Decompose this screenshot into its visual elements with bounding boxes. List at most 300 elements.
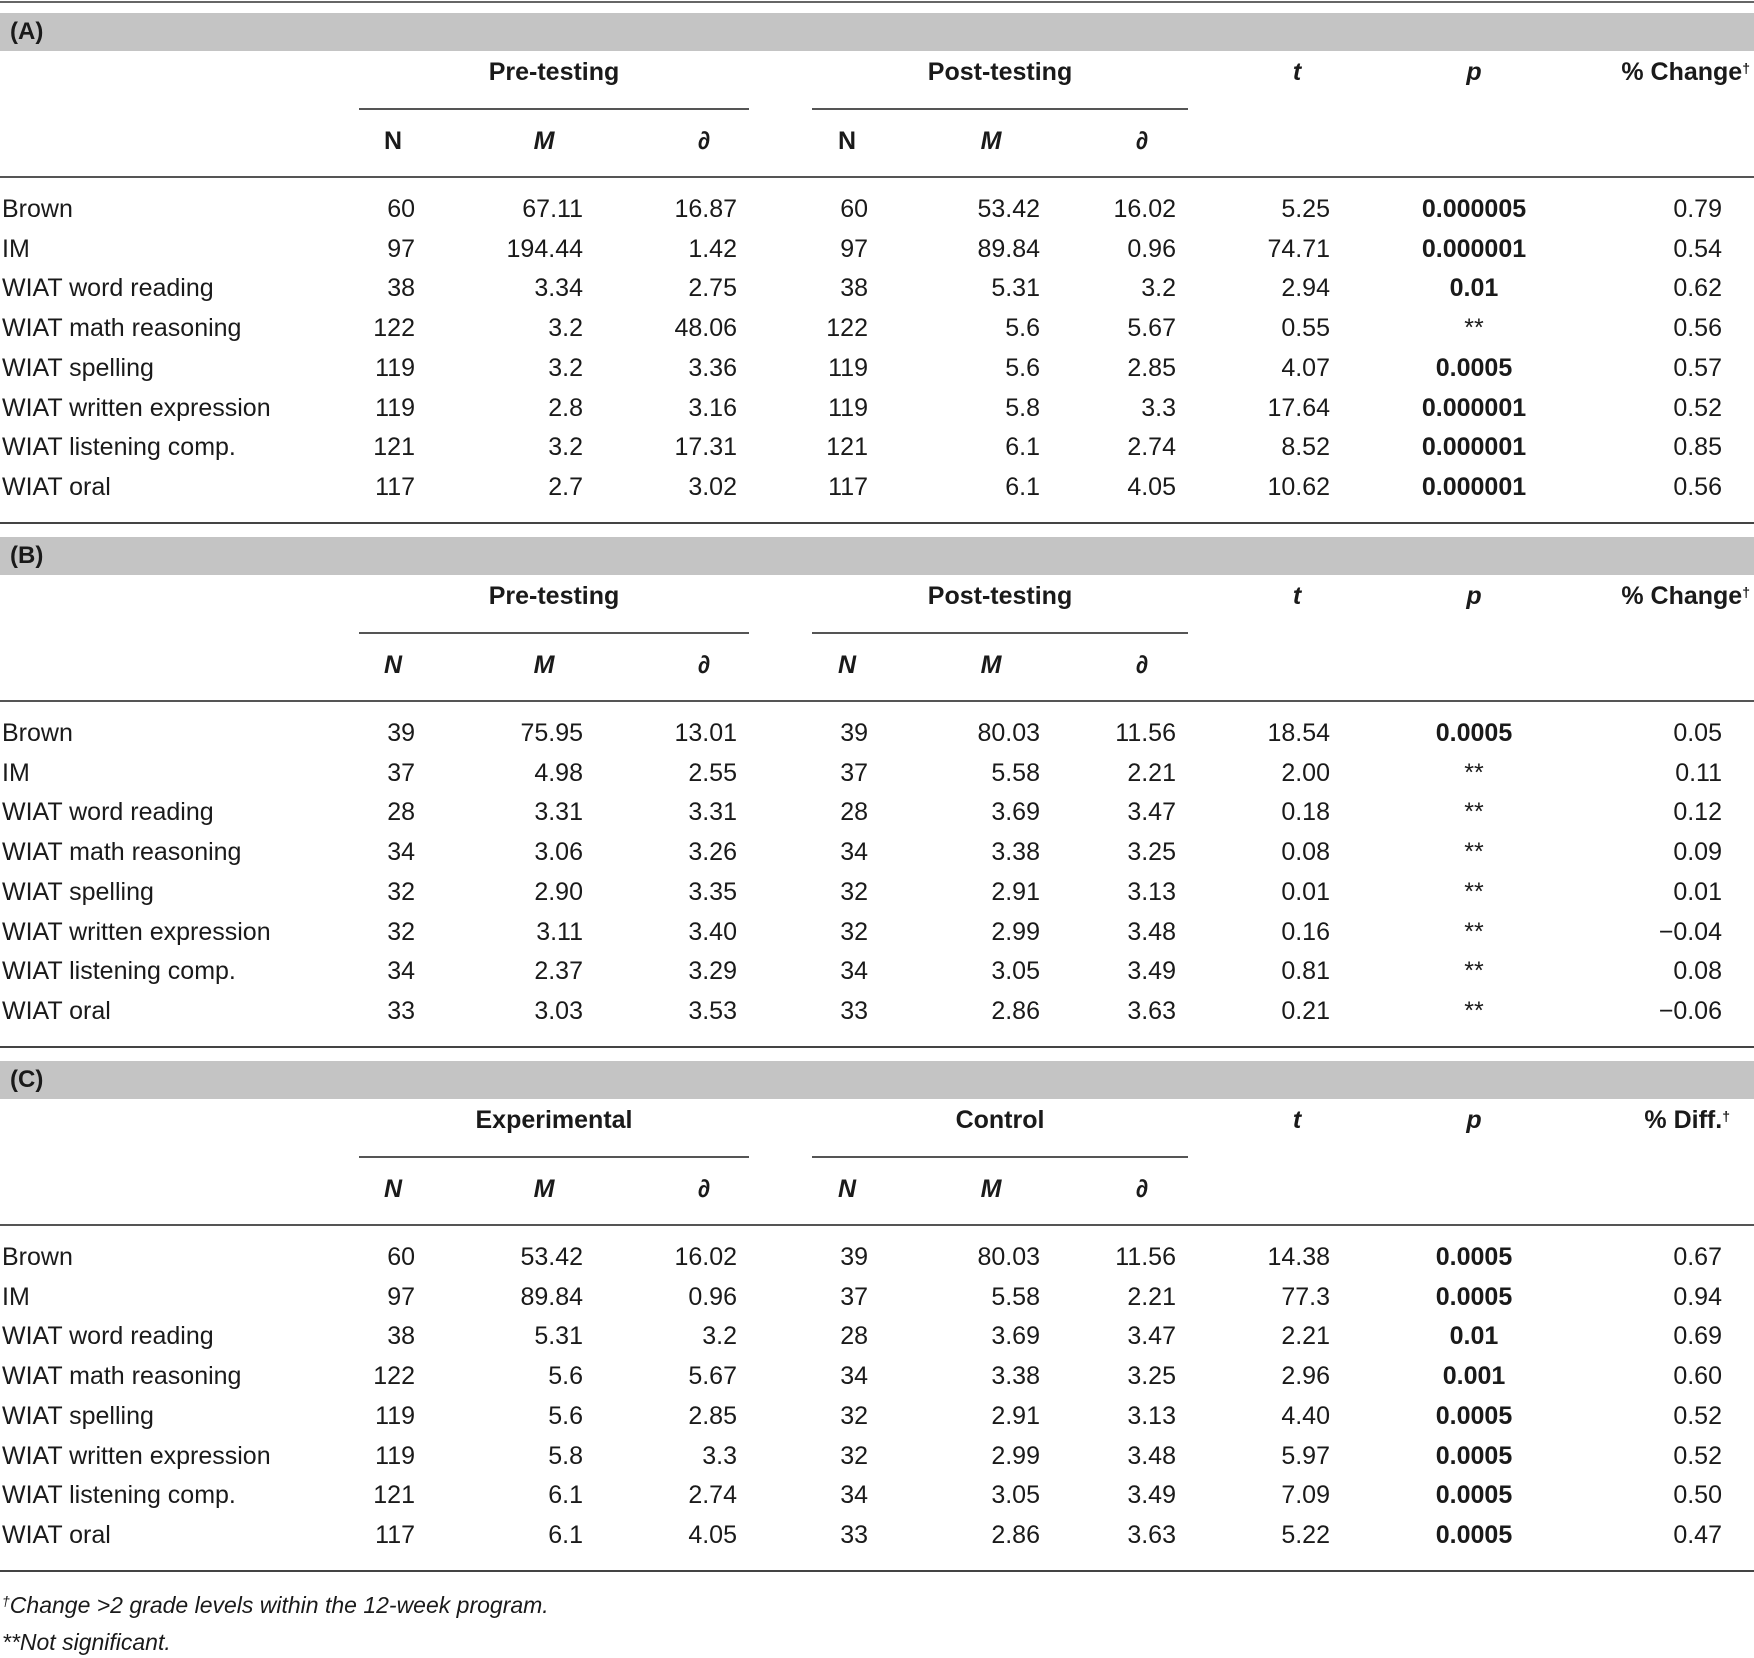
cell-d2: 0.96 — [1127, 234, 1176, 263]
cell-n2: 28 — [840, 1322, 868, 1351]
cell-n2: 121 — [826, 433, 868, 462]
cell-p: 0.001 — [1442, 1362, 1506, 1391]
cell-pc: 0.05 — [1673, 719, 1722, 747]
cell-m2: 2.86 — [991, 996, 1040, 1025]
cell-pc: 0.11 — [1675, 758, 1722, 787]
cell-p: 0.000001 — [1421, 472, 1527, 501]
cell-pc: 0.69 — [1673, 1322, 1722, 1351]
cell-p: 0.0005 — [1435, 1282, 1513, 1311]
cell-d2: 2.21 — [1127, 1282, 1176, 1311]
table-row — [0, 229, 1754, 269]
cell-n2: 28 — [840, 798, 868, 827]
footnote-dagger-text: Change >2 grade levels within the 12-week program. — [9, 1592, 549, 1618]
group-header-2: Post-testing — [927, 582, 1073, 610]
subheader-n-1: N — [383, 127, 403, 155]
table-row — [0, 872, 1754, 912]
cell-d1: 16.87 — [674, 195, 737, 223]
cell-d2: 2.74 — [1127, 433, 1176, 462]
cell-m2: 80.03 — [977, 1243, 1040, 1271]
cell-m2: 5.31 — [991, 274, 1040, 303]
cell-n1: 33 — [387, 996, 415, 1025]
cell-pc: 0.57 — [1673, 353, 1722, 382]
cell-t: 0.21 — [1281, 996, 1330, 1025]
cell-n1: 32 — [387, 917, 415, 946]
cell-t: 0.55 — [1281, 314, 1330, 343]
cell-n1: 121 — [373, 1481, 415, 1510]
cell-d1: 3.16 — [688, 393, 737, 422]
subheader-sd-1: ∂ — [697, 127, 711, 155]
subheader-n-1: N — [383, 651, 403, 679]
dagger-mark: † — [1742, 60, 1750, 76]
row-label: WIAT spelling — [2, 1401, 154, 1430]
cell-t: 0.08 — [1281, 838, 1330, 867]
cell-m1: 5.6 — [548, 1362, 583, 1391]
cell-d1: 16.02 — [674, 1243, 737, 1271]
cell-d2: 3.3 — [1141, 393, 1176, 422]
cell-m2: 2.91 — [991, 1401, 1040, 1430]
subheader-m-1: M — [533, 651, 555, 679]
row-label: WIAT math reasoning — [2, 838, 242, 867]
row-label: Brown — [2, 195, 73, 223]
cell-m1: 5.6 — [548, 1401, 583, 1430]
cell-n1: 38 — [387, 274, 415, 303]
row-label: WIAT spelling — [2, 353, 154, 382]
cell-p: 0.000001 — [1421, 234, 1527, 263]
table-row — [0, 388, 1754, 428]
cell-n2: 119 — [828, 393, 868, 422]
row-label: IM — [2, 234, 30, 263]
cell-m1: 3.06 — [534, 838, 583, 867]
row-label: IM — [2, 1282, 30, 1311]
cell-p: 0.000001 — [1421, 393, 1527, 422]
cell-t: 2.21 — [1281, 1322, 1330, 1351]
subheader-m-2: M — [980, 651, 1002, 679]
cell-p: ** — [1464, 758, 1484, 787]
cell-t: 2.00 — [1281, 758, 1330, 787]
header-rule — [0, 1224, 1754, 1226]
cell-n2: 34 — [840, 957, 868, 986]
row-label: WIAT word reading — [2, 1322, 214, 1351]
cell-t: 0.16 — [1281, 917, 1330, 946]
cell-d1: 3.3 — [702, 1441, 737, 1470]
cell-t: 5.25 — [1281, 195, 1330, 223]
cell-p: ** — [1464, 957, 1484, 986]
cell-t: 2.94 — [1281, 274, 1330, 303]
cell-pc: 0.67 — [1673, 1243, 1722, 1271]
table-row — [0, 912, 1754, 952]
cell-m1: 3.2 — [548, 314, 583, 343]
cell-m1: 3.11 — [536, 917, 583, 946]
cell-n1: 119 — [375, 1401, 415, 1430]
p-header: p — [1466, 58, 1482, 86]
panel-label: (B) — [10, 542, 44, 569]
table-section-b — [0, 537, 1754, 1057]
cell-m2: 2.99 — [991, 1441, 1040, 1470]
cell-m1: 67.11 — [522, 195, 583, 223]
subheader-n-1: N — [383, 1175, 403, 1203]
cell-n1: 60 — [387, 1243, 415, 1271]
table-row — [0, 427, 1754, 467]
t-header: t — [1292, 1106, 1302, 1134]
panel-bar — [0, 1061, 1754, 1099]
subheader-n-2: N — [837, 127, 857, 155]
cell-t: 14.38 — [1267, 1243, 1330, 1271]
panel-label: (C) — [10, 1066, 44, 1093]
row-label: WIAT math reasoning — [2, 314, 242, 343]
cell-n1: 39 — [387, 719, 415, 747]
cell-pc: 0.94 — [1673, 1282, 1722, 1311]
row-label: WIAT listening comp. — [2, 957, 236, 986]
section-bottom-rule — [0, 1570, 1754, 1572]
header-rule — [0, 176, 1754, 178]
p-header: p — [1466, 582, 1482, 610]
cell-pc: 0.56 — [1673, 314, 1722, 343]
cell-n2: 119 — [828, 353, 868, 382]
table-row — [0, 1515, 1754, 1555]
cell-m1: 89.84 — [520, 1282, 583, 1311]
subheader-m-2: M — [980, 127, 1002, 155]
row-label: WIAT spelling — [2, 877, 154, 906]
cell-m2: 3.69 — [991, 798, 1040, 827]
cell-m1: 2.37 — [534, 957, 583, 986]
cell-pc: 0.56 — [1673, 472, 1722, 501]
cell-p: 0.0005 — [1435, 719, 1513, 747]
cell-d2: 11.56 — [1115, 719, 1176, 747]
p-header: p — [1466, 1106, 1482, 1134]
cell-m2: 2.91 — [991, 877, 1040, 906]
cell-n2: 32 — [840, 917, 868, 946]
cell-t: 8.52 — [1281, 433, 1330, 462]
cell-m2: 6.1 — [1005, 472, 1040, 501]
cell-d2: 2.21 — [1127, 758, 1176, 787]
cell-p: 0.000001 — [1421, 433, 1527, 462]
cell-n1: 34 — [387, 957, 415, 986]
cell-n2: 32 — [840, 1441, 868, 1470]
cell-pc: 0.50 — [1673, 1481, 1722, 1510]
table-row — [0, 308, 1754, 348]
cell-n1: 117 — [375, 1520, 415, 1549]
cell-n1: 37 — [387, 758, 415, 787]
cell-p: 0.0005 — [1435, 1481, 1513, 1510]
cell-n1: 119 — [375, 353, 415, 382]
row-label: WIAT written expression — [2, 393, 271, 422]
cell-m2: 6.1 — [1005, 433, 1040, 462]
cell-m2: 5.6 — [1005, 314, 1040, 343]
cell-pc: 0.85 — [1673, 433, 1722, 462]
table-row — [0, 991, 1754, 1031]
row-label: WIAT math reasoning — [2, 1362, 242, 1391]
cell-d1: 3.53 — [688, 996, 737, 1025]
cell-d1: 3.31 — [688, 798, 737, 827]
cell-n2: 32 — [840, 877, 868, 906]
cell-m1: 5.8 — [548, 1441, 583, 1470]
table-row — [0, 1475, 1754, 1515]
cell-p: ** — [1464, 877, 1484, 906]
row-label: WIAT oral — [2, 1520, 111, 1549]
cell-p: ** — [1464, 917, 1484, 946]
subheader-sd-2: ∂ — [1135, 1175, 1149, 1203]
cell-d1: 4.05 — [688, 1520, 737, 1549]
cell-n2: 117 — [828, 472, 868, 501]
group-underline-2 — [812, 632, 1188, 634]
row-label: WIAT oral — [2, 996, 111, 1025]
table-row — [0, 713, 1754, 753]
cell-m2: 2.99 — [991, 917, 1040, 946]
cell-p: ** — [1464, 838, 1484, 867]
cell-n2: 39 — [840, 1243, 868, 1271]
cell-pc: 0.12 — [1673, 798, 1722, 827]
table-row — [0, 467, 1754, 507]
cell-n1: 122 — [373, 314, 415, 343]
cell-m1: 6.1 — [548, 1520, 583, 1549]
cell-t: 0.18 — [1281, 798, 1330, 827]
group-underline-1 — [359, 108, 749, 110]
cell-m1: 53.42 — [520, 1243, 583, 1271]
cell-n1: 60 — [387, 195, 415, 223]
table-section-a — [0, 13, 1754, 533]
cell-d1: 2.75 — [688, 274, 737, 303]
row-label: WIAT listening comp. — [2, 1481, 236, 1510]
table-row — [0, 1436, 1754, 1476]
cell-d2: 3.48 — [1127, 1441, 1176, 1470]
cell-m1: 194.44 — [506, 234, 583, 263]
cell-t: 5.97 — [1281, 1441, 1330, 1470]
t-header: t — [1292, 58, 1302, 86]
cell-n1: 97 — [387, 1282, 415, 1311]
cell-d1: 3.35 — [688, 877, 737, 906]
group-underline-1 — [359, 632, 749, 634]
panel-bar — [0, 13, 1754, 51]
cell-t: 74.71 — [1267, 234, 1330, 263]
cell-m2: 3.05 — [991, 957, 1040, 986]
cell-n1: 38 — [387, 1322, 415, 1351]
cell-d2: 5.67 — [1127, 314, 1176, 343]
cell-m2: 80.03 — [977, 719, 1040, 747]
cell-m2: 5.6 — [1005, 353, 1040, 382]
cell-m2: 2.86 — [991, 1520, 1040, 1549]
table-row — [0, 1237, 1754, 1277]
cell-d1: 0.96 — [688, 1282, 737, 1311]
cell-m1: 75.95 — [520, 719, 583, 747]
cell-m1: 4.98 — [534, 758, 583, 787]
change-header — [1520, 1105, 1730, 1135]
row-label: WIAT listening comp. — [2, 433, 236, 462]
cell-d2: 3.2 — [1141, 274, 1176, 303]
cell-n2: 34 — [840, 1481, 868, 1510]
subheader-sd-1: ∂ — [697, 1175, 711, 1203]
cell-n2: 33 — [840, 1520, 868, 1549]
cell-m1: 2.7 — [548, 472, 583, 501]
cell-pc: 0.52 — [1673, 1441, 1722, 1470]
cell-d2: 2.85 — [1127, 353, 1176, 382]
cell-d2: 3.48 — [1127, 917, 1176, 946]
cell-p: 0.0005 — [1435, 1520, 1513, 1549]
change-header — [1540, 581, 1750, 611]
cell-pc: 0.52 — [1673, 393, 1722, 422]
cell-n1: 122 — [373, 1362, 415, 1391]
panel-label: (A) — [10, 18, 44, 45]
row-label: WIAT oral — [2, 472, 111, 501]
cell-d1: 3.2 — [702, 1322, 737, 1351]
cell-n1: 119 — [375, 1441, 415, 1470]
cell-n1: 28 — [387, 798, 415, 827]
cell-m1: 5.31 — [534, 1322, 583, 1351]
change-header — [1540, 57, 1750, 87]
footnote-not-significant: **Not significant. — [2, 1629, 171, 1655]
group-underline-1 — [359, 1156, 749, 1158]
cell-d2: 3.13 — [1127, 877, 1176, 906]
group-header-1: Experimental — [475, 1106, 633, 1134]
row-label: WIAT word reading — [2, 274, 214, 303]
cell-d1: 1.42 — [688, 234, 737, 263]
cell-n2: 122 — [826, 314, 868, 343]
group-underline-2 — [812, 1156, 1188, 1158]
cell-m2: 3.38 — [991, 838, 1040, 867]
cell-n1: 119 — [375, 393, 415, 422]
cell-pc: 0.01 — [1673, 877, 1722, 906]
cell-pc: 0.54 — [1673, 234, 1722, 263]
cell-d1: 3.26 — [688, 838, 737, 867]
cell-n2: 60 — [840, 195, 868, 223]
cell-n2: 32 — [840, 1401, 868, 1430]
cell-t: 7.09 — [1281, 1481, 1330, 1510]
cell-t: 4.07 — [1281, 353, 1330, 382]
cell-n1: 117 — [375, 472, 415, 501]
panel-bar — [0, 537, 1754, 575]
cell-t: 0.01 — [1281, 877, 1330, 906]
table-row — [0, 1277, 1754, 1317]
dagger-mark: † — [1722, 1108, 1730, 1124]
subheader-n-2: N — [837, 651, 857, 679]
table-row — [0, 1356, 1754, 1396]
cell-d2: 3.25 — [1127, 838, 1176, 867]
cell-d2: 3.47 — [1127, 798, 1176, 827]
group-header-2: Control — [955, 1106, 1045, 1134]
cell-m2: 3.69 — [991, 1322, 1040, 1351]
footnote-dagger — [2, 1590, 549, 1620]
cell-d1: 2.85 — [688, 1401, 737, 1430]
cell-d2: 3.49 — [1127, 957, 1176, 986]
cell-d2: 3.63 — [1127, 1520, 1176, 1549]
cell-m1: 3.03 — [534, 996, 583, 1025]
header-rule — [0, 700, 1754, 702]
cell-t: 10.62 — [1267, 472, 1330, 501]
cell-n2: 33 — [840, 996, 868, 1025]
cell-d1: 17.31 — [674, 433, 737, 462]
cell-pc: 0.47 — [1673, 1520, 1722, 1549]
table-row — [0, 792, 1754, 832]
cell-pc: 0.79 — [1673, 195, 1722, 223]
row-label: IM — [2, 758, 30, 787]
table-row — [0, 1396, 1754, 1436]
cell-m1: 3.2 — [548, 433, 583, 462]
cell-p: 0.0005 — [1435, 1243, 1513, 1271]
subheader-m-1: M — [533, 127, 555, 155]
cell-n2: 34 — [840, 838, 868, 867]
cell-d2: 3.13 — [1127, 1401, 1176, 1430]
cell-d1: 2.74 — [688, 1481, 737, 1510]
row-label: WIAT written expression — [2, 1441, 271, 1470]
cell-m1: 6.1 — [548, 1481, 583, 1510]
cell-m2: 5.58 — [991, 1282, 1040, 1311]
cell-d1: 5.67 — [688, 1362, 737, 1391]
cell-n2: 37 — [840, 1282, 868, 1311]
subheader-sd-2: ∂ — [1135, 651, 1149, 679]
cell-t: 4.40 — [1281, 1401, 1330, 1430]
cell-t: 17.64 — [1267, 393, 1330, 422]
cell-n1: 97 — [387, 234, 415, 263]
change-header-text: % Change — [1621, 582, 1743, 610]
cell-m1: 3.34 — [534, 274, 583, 303]
cell-m1: 2.8 — [548, 393, 583, 422]
cell-m2: 5.8 — [1005, 393, 1040, 422]
cell-pc: −0.04 — [1658, 917, 1722, 946]
dagger-mark: † — [1742, 584, 1750, 600]
cell-d2: 3.47 — [1127, 1322, 1176, 1351]
cell-p: ** — [1464, 798, 1484, 827]
cell-n2: 34 — [840, 1362, 868, 1391]
cell-d1: 3.36 — [688, 353, 737, 382]
table-row — [0, 268, 1754, 308]
cell-m2: 89.84 — [977, 234, 1040, 263]
table-row — [0, 753, 1754, 793]
cell-m2: 3.38 — [991, 1362, 1040, 1391]
table-section-c — [0, 1061, 1754, 1581]
cell-d2: 16.02 — [1113, 195, 1176, 223]
group-header-1: Pre-testing — [488, 582, 620, 610]
cell-pc: 0.52 — [1673, 1401, 1722, 1430]
section-bottom-rule — [0, 522, 1754, 524]
row-label: Brown — [2, 719, 73, 747]
table-row — [0, 832, 1754, 872]
cell-pc: −0.06 — [1658, 996, 1722, 1025]
cell-d2: 3.25 — [1127, 1362, 1176, 1391]
change-header-text: % Change — [1621, 58, 1743, 86]
cell-n1: 121 — [373, 433, 415, 462]
cell-m1: 3.31 — [534, 798, 583, 827]
cell-d1: 48.06 — [674, 314, 737, 343]
cell-p: ** — [1464, 996, 1484, 1025]
cell-p: 0.01 — [1449, 1322, 1499, 1351]
cell-m1: 2.90 — [534, 877, 583, 906]
cell-p: 0.000005 — [1421, 195, 1527, 223]
subheader-sd-1: ∂ — [697, 651, 711, 679]
cell-d1: 2.55 — [688, 758, 737, 787]
subheader-n-2: N — [837, 1175, 857, 1203]
section-bottom-rule — [0, 1046, 1754, 1048]
change-header-text: % Diff. — [1644, 1106, 1723, 1134]
cell-d2: 3.63 — [1127, 996, 1176, 1025]
cell-p: 0.01 — [1449, 274, 1499, 303]
cell-m1: 3.2 — [548, 353, 583, 382]
cell-t: 5.22 — [1281, 1520, 1330, 1549]
cell-pc: 0.09 — [1673, 838, 1722, 867]
table-row — [0, 1316, 1754, 1356]
subheader-m-1: M — [533, 1175, 555, 1203]
cell-n1: 34 — [387, 838, 415, 867]
cell-d2: 3.49 — [1127, 1481, 1176, 1510]
cell-m2: 3.05 — [991, 1481, 1040, 1510]
cell-p: 0.0005 — [1435, 1441, 1513, 1470]
cell-n1: 32 — [387, 877, 415, 906]
group-header-1: Pre-testing — [488, 58, 620, 86]
t-header: t — [1292, 582, 1302, 610]
cell-d2: 4.05 — [1127, 472, 1176, 501]
row-label: Brown — [2, 1243, 73, 1271]
cell-d1: 3.02 — [688, 472, 737, 501]
group-underline-2 — [812, 108, 1188, 110]
cell-pc: 0.62 — [1673, 274, 1722, 303]
